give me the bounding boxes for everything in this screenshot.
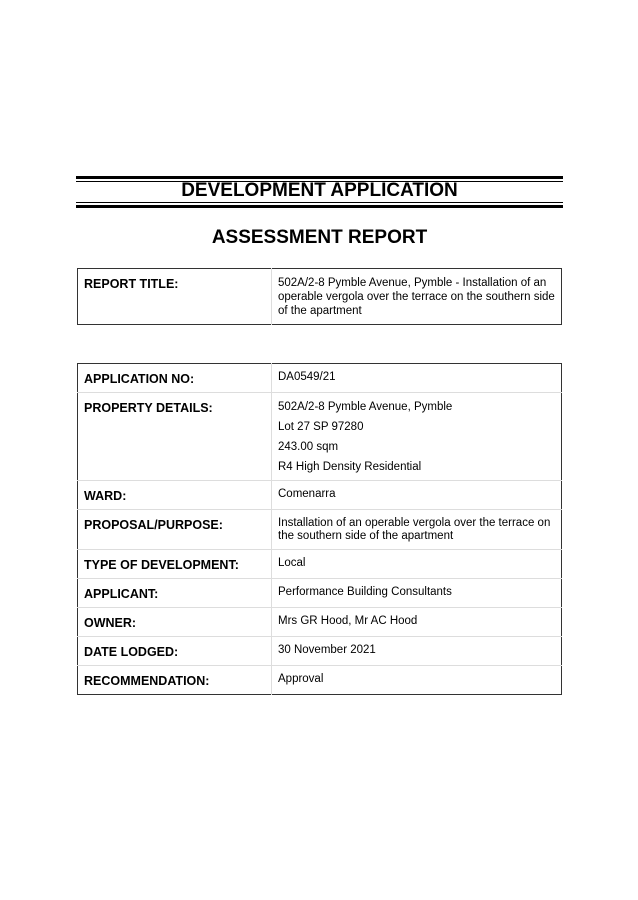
detail-value-line: Performance Building Consultants bbox=[278, 586, 452, 598]
table-row bbox=[78, 510, 562, 550]
detail-value bbox=[272, 510, 562, 550]
detail-label: DATE LODGED: bbox=[78, 637, 272, 666]
detail-value bbox=[272, 637, 562, 666]
report-title-label: REPORT TITLE: bbox=[78, 269, 272, 325]
detail-value-line: Comenarra bbox=[278, 488, 336, 500]
table-row bbox=[78, 666, 562, 695]
detail-value-line: Installation of an operable vergola over the terrace on the southern side of the apartment bbox=[278, 517, 551, 542]
detail-label: PROPOSAL/PURPOSE: bbox=[78, 510, 272, 550]
top-thick-rule bbox=[76, 176, 563, 179]
detail-value bbox=[272, 393, 562, 481]
detail-value-line: 243.00 sqm bbox=[278, 441, 339, 453]
detail-value-line: R4 High Density Residential bbox=[278, 461, 422, 473]
table-row bbox=[78, 393, 562, 481]
detail-value-line: DA0549/21 bbox=[278, 371, 336, 383]
table-row bbox=[78, 608, 562, 637]
table-row bbox=[78, 364, 562, 393]
detail-label: TYPE OF DEVELOPMENT: bbox=[78, 550, 272, 579]
detail-value bbox=[272, 666, 562, 695]
detail-value bbox=[272, 481, 562, 510]
detail-value-line: Approval bbox=[278, 673, 324, 685]
detail-label: RECOMMENDATION: bbox=[78, 666, 272, 695]
detail-label: APPLICANT: bbox=[78, 579, 272, 608]
application-details-table bbox=[77, 363, 562, 695]
detail-value bbox=[272, 550, 562, 579]
detail-value-line: Lot 27 SP 97280 bbox=[278, 421, 364, 433]
detail-value bbox=[272, 579, 562, 608]
document-subtitle: ASSESSMENT REPORT bbox=[211, 227, 428, 248]
document-title: DEVELOPMENT APPLICATION bbox=[181, 180, 458, 201]
report-title-value: 502A/2-8 Pymble Avenue, Pymble - Installation of an operable vergola over the terrace on the southern side of the apartment bbox=[278, 277, 555, 317]
detail-value-line: Local bbox=[278, 557, 306, 569]
bottom-thin-rule bbox=[76, 202, 563, 203]
table-row bbox=[78, 550, 562, 579]
detail-value-line: Mrs GR Hood, Mr AC Hood bbox=[278, 615, 418, 627]
detail-label: PROPERTY DETAILS: bbox=[78, 393, 272, 481]
table-row bbox=[78, 637, 562, 666]
table-row bbox=[78, 579, 562, 608]
table-row bbox=[78, 481, 562, 510]
detail-value bbox=[272, 608, 562, 637]
detail-label: WARD: bbox=[78, 481, 272, 510]
detail-label: APPLICATION NO: bbox=[78, 364, 272, 393]
bottom-thick-rule bbox=[76, 205, 563, 208]
detail-value-line: 502A/2-8 Pymble Avenue, Pymble bbox=[278, 401, 453, 413]
table-row bbox=[78, 269, 562, 325]
detail-label: OWNER: bbox=[78, 608, 272, 637]
detail-value bbox=[272, 364, 562, 393]
detail-value-line: 30 November 2021 bbox=[278, 644, 376, 656]
report-title-table bbox=[77, 268, 562, 325]
